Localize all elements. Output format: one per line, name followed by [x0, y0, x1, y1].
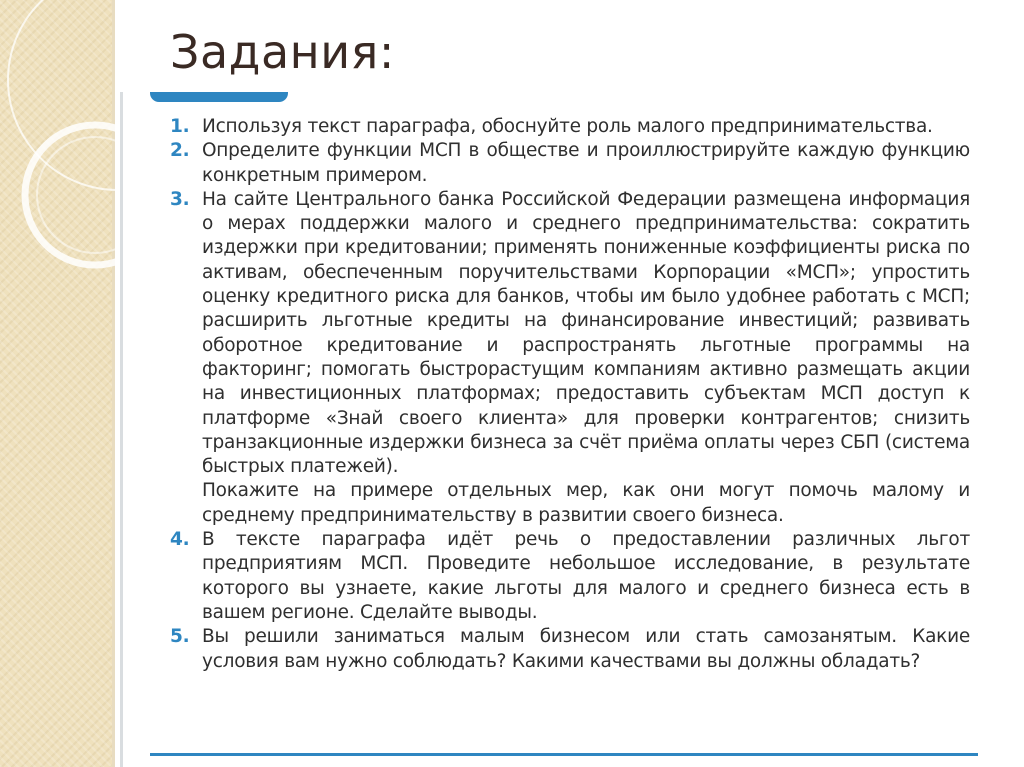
task-text: Вы решили заниматься малым бизнесом или стать самозанятым. Какие условия вам нужно соблюдать? Какими качествами вы должны обладать?: [202, 626, 970, 672]
task-number: 1.: [170, 116, 190, 137]
task-follow-up-text: Покажите на примере отдельных мер, как они могут помочь малому и среднему предпринимательству в развитии своего бизнеса.: [202, 480, 970, 526]
task-number: 4.: [170, 529, 190, 551]
task-text: Определите функции МСП в обществе и проиллюстрируйте каждую функцию конкретным примером.: [202, 140, 970, 186]
task-item-1: [170, 115, 970, 139]
task-number: 2.: [170, 140, 190, 162]
task-item-4: [170, 528, 970, 625]
task-item-2: [170, 139, 970, 188]
task-number: 5.: [170, 626, 190, 648]
page-top-tab: [150, 92, 288, 102]
decorative-side-band: [0, 0, 112, 767]
page-bottom-rule: [150, 753, 978, 756]
task-item-3: [170, 188, 970, 528]
side-band-edge: [112, 0, 115, 767]
slide-title: Задания:: [170, 25, 395, 79]
task-item-5: [170, 625, 970, 674]
task-text: В тексте параграфа идёт речь о предоставлении различных льгот предприятиям МСП. Проведите небольшое исследование, в результате которого вы узнаете, какие льготы для малого и среднего бизнеса есть в вашем регионе. Сделайте выводы.: [202, 529, 970, 623]
task-number: 3.: [170, 188, 190, 210]
task-text: Используя текст параграфа, обоснуйте роль малого предпринимательства.: [202, 116, 933, 137]
task-text: На сайте Центрального банка Российской Федерации размещена информация о мерах поддержки малого и среднего предпринимательства: сократить издержки при кредитовании; применять пониженные коэффициенты риска по активам, обеспеченным поручительствами Корпорации «МСП»; упростить оценку кредитного риска для банков, чтобы им было удобнее работать с МСП; расширить льготные кредиты на финансирование инвестиций; развивать оборотное кредитование и распространять льготные программы на факторинг; помогать быстрорастущим компаниям активно размещать акции на инвестиционных платформах; предоставить субъектам МСП доступ к платформе «Знай своего клиента» для проверки контрагентов; снизить транзакционные издержки бизнеса за счёт приёма оплаты через СБП (система быстрых платежей).: [202, 188, 970, 478]
task-list: [170, 115, 970, 674]
